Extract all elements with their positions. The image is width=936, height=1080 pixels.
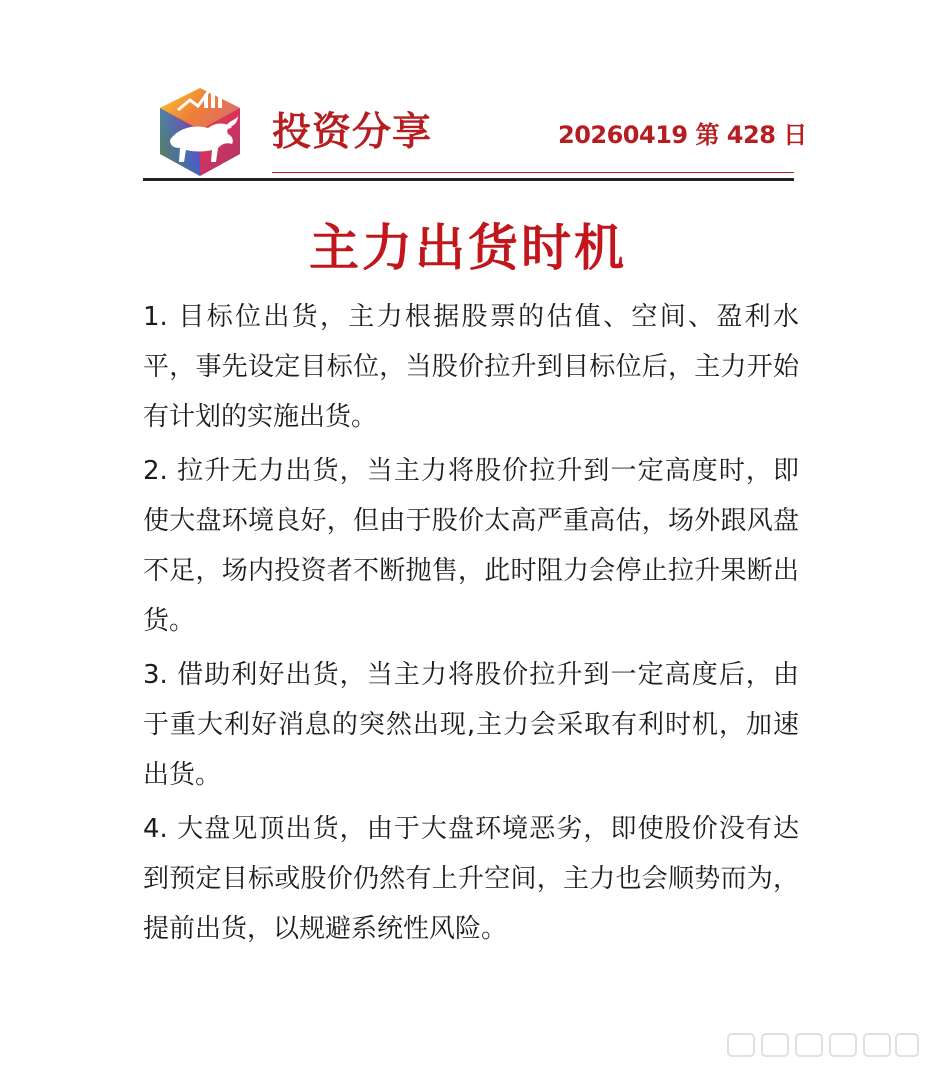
header-divider-thin — [272, 172, 794, 173]
watermark-icon — [722, 1022, 922, 1068]
paragraph-1: 1. 目标位出货，主力根据股票的估值、空间、盈利水平，事先设定目标位，当股价拉升到目标位后，主力开始有计划的实施出货。 — [143, 302, 799, 432]
article-title: 主力出货时机 — [309, 219, 627, 277]
paragraph-2: 2. 拉升无力出货，当主力将股价拉升到一定高度时，即使大盘环境良好，但由于股价太高严重高估，场外跟风盘不足，场内投资者不断抛售，此时阻力会停止拉升果断出货。 — [143, 456, 799, 636]
brand-title: 投资分享 — [272, 110, 433, 155]
bull-market-logo-icon — [156, 70, 244, 178]
paragraph-3: 3. 借助利好出货，当主力将股价拉升到一定高度后，由于重大利好消息的突然出现,主力会采取有利时机，加速出货。 — [143, 660, 799, 790]
header-divider-thick — [143, 178, 794, 181]
header — [0, 0, 936, 190]
date-label: 20260419 第 428 日 — [558, 121, 807, 149]
article-body — [143, 292, 799, 958]
paragraph-4: 4. 大盘见顶出货，由于大盘环境恶劣，即使股价没有达到预定目标或股价仍然有上升空间，主力也会顺势而为，提前出货，以规避系统性风险。 — [143, 814, 799, 944]
